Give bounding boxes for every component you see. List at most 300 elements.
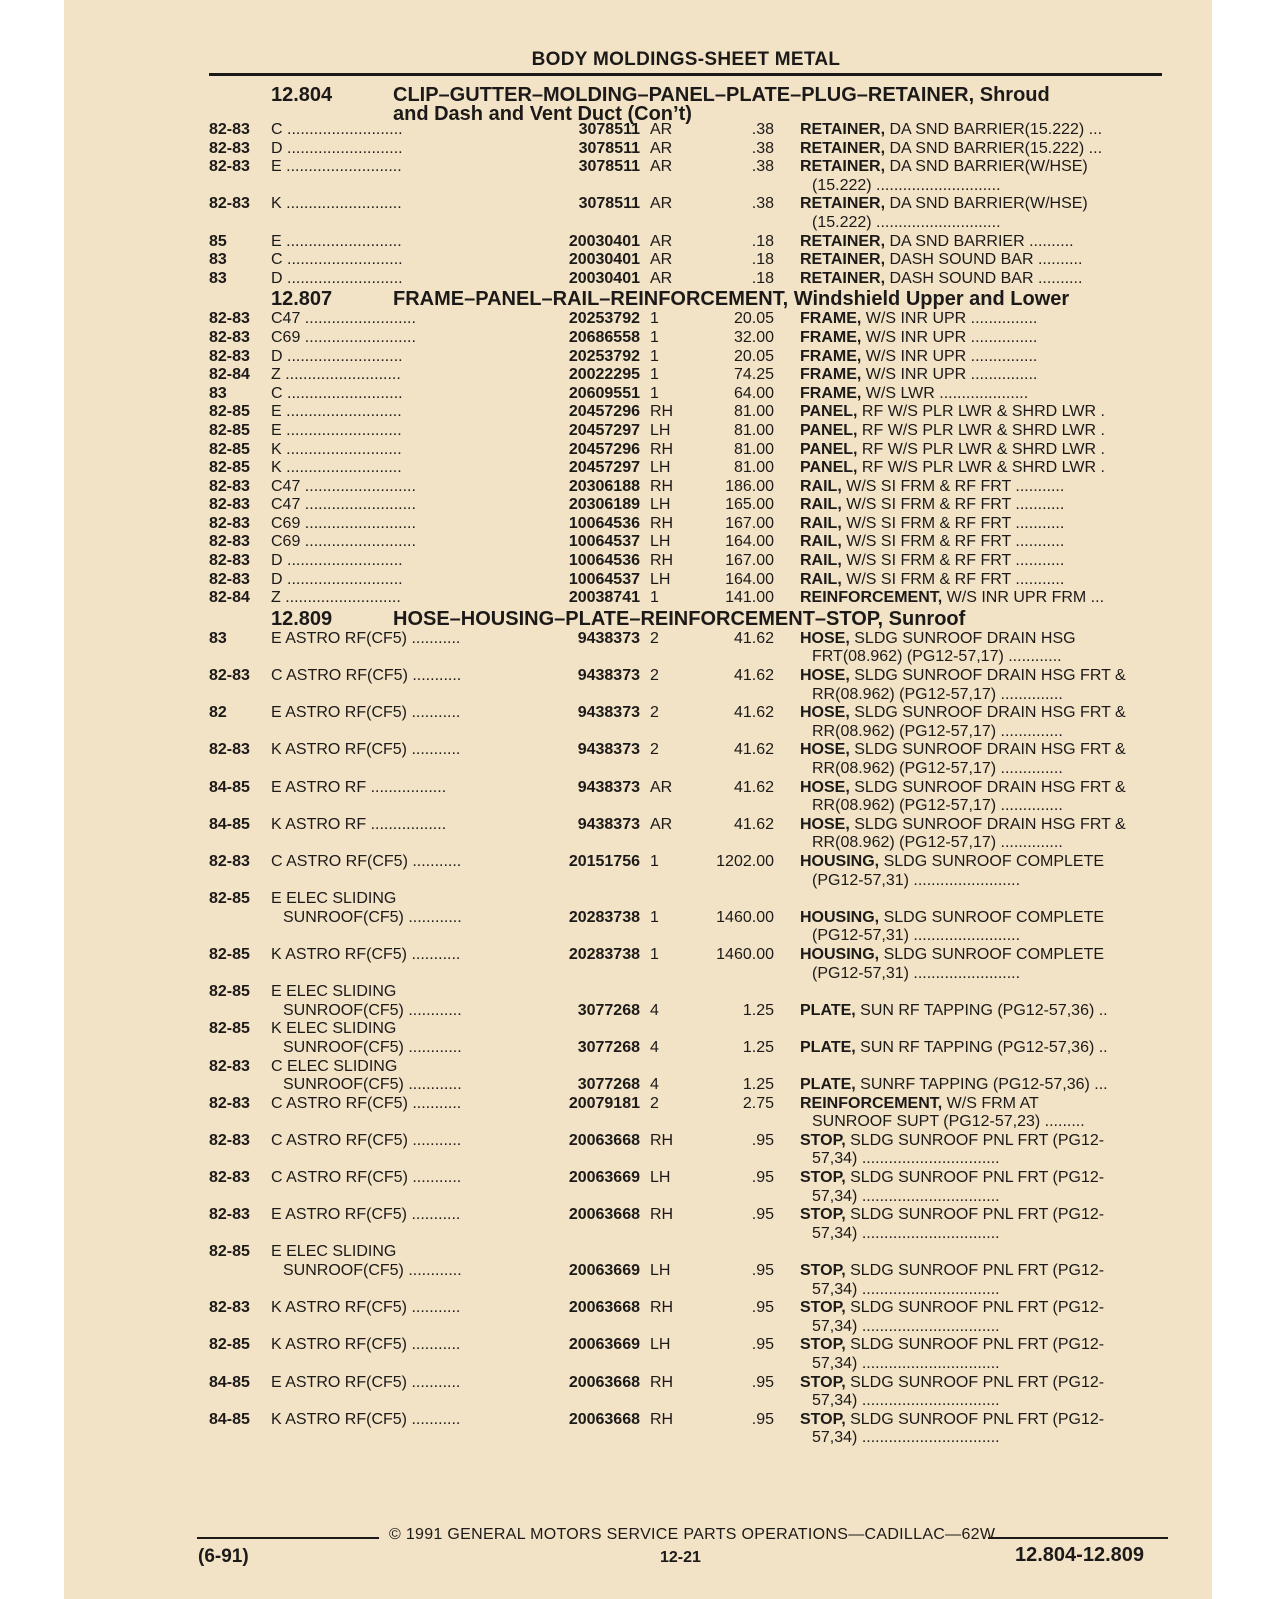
row-description: [800, 1262, 1162, 1281]
row-description-text: SLDG SUNROOF DRAIN HSG FRT &: [849, 815, 1126, 833]
parts-row: [0, 1058, 1275, 1077]
parts-row-continuation: [0, 648, 1275, 667]
parts-row: [0, 1039, 1275, 1058]
row-model: C ASTRO RF(CF5) ...........: [271, 1094, 462, 1112]
parts-row-continuation: [0, 965, 1275, 984]
row-description: [800, 1169, 1162, 1188]
row-part-number: 9438373: [577, 629, 640, 647]
row-year: 82-84: [209, 366, 250, 384]
row-description-noun: STOP,: [800, 1169, 846, 1187]
row-model: K ..........................: [271, 459, 402, 477]
section-heading: [0, 608, 1275, 630]
parts-listing: [0, 84, 1275, 1448]
section-subtitle: and Dash and Vent Duct (Con’t): [393, 103, 692, 125]
parts-row: [0, 589, 1275, 608]
row-price: 64.00: [733, 384, 774, 402]
row-part-number: 20457296: [568, 403, 640, 421]
row-description-text: SLDG SUNROOF COMPLETE: [879, 852, 1105, 870]
row-year: 82-84: [209, 589, 250, 607]
row-year: 82-83: [209, 477, 250, 495]
row-description: [800, 348, 1162, 367]
parts-row-continuation: [0, 1150, 1275, 1169]
row-quantity: LH: [650, 533, 671, 551]
row-year: 82-85: [209, 983, 250, 1001]
row-year: 85: [209, 232, 227, 250]
row-description-noun: RETAINER,: [800, 269, 886, 287]
parts-row: [0, 1002, 1275, 1021]
row-description-text: SLDG SUNROOF PNL FRT (PG12-: [845, 1336, 1105, 1354]
footer-copyright: © 1991 GENERAL MOTORS SERVICE PARTS OPERATIONS—CADILLAC—62W: [389, 1526, 996, 1543]
row-quantity: RH: [650, 514, 674, 532]
section-title: HOSE–HOUSING–PLATE–REINFORCEMENT–STOP, Sunroof: [393, 607, 966, 630]
row-price: .95: [751, 1262, 774, 1280]
row-quantity: 1: [650, 945, 659, 963]
row-year: 82-85: [209, 440, 250, 458]
row-description-noun: PANEL,: [800, 440, 858, 458]
parts-row-continuation: [0, 872, 1275, 891]
parts-row: [0, 1132, 1275, 1151]
row-quantity: 2: [650, 741, 659, 759]
row-year: 82-83: [209, 852, 250, 870]
section-title: FRAME–PANEL–RAIL–REINFORCEMENT, Windshield Upper and Lower: [393, 288, 1070, 311]
row-year: 84-85: [209, 778, 250, 796]
row-model: K ELEC SLIDING: [271, 1020, 397, 1038]
section-title: CLIP–GUTTER–MOLDING–PANEL–PLATE–PLUG–RETAINER, Shroud: [393, 84, 1050, 106]
row-description-text: DA SND BARRIER ..........: [885, 232, 1074, 250]
parts-row: [0, 1336, 1275, 1355]
row-description-text: SLDG SUNROOF DRAIN HSG FRT &: [849, 704, 1126, 722]
row-description-text: W/S INR UPR ...............: [861, 347, 1038, 365]
row-description-text: SUN RF TAPPING (PG12-57,36) ..: [855, 1038, 1108, 1056]
row-description: [800, 741, 1162, 760]
parts-row: [0, 853, 1275, 872]
row-part-number: 3077268: [577, 1001, 640, 1019]
row-description-noun: STOP,: [800, 1336, 846, 1354]
row-part-number: 3077268: [577, 1076, 640, 1094]
row-description-text: SLDG SUNROOF PNL FRT (PG12-: [845, 1299, 1105, 1317]
row-part-number: 3078511: [578, 139, 640, 157]
row-quantity: 1: [650, 347, 659, 365]
row-description-noun: STOP,: [800, 1206, 846, 1224]
row-price: 167.00: [725, 552, 774, 570]
row-description: [800, 1411, 1162, 1430]
row-model: C ASTRO RF(CF5) ...........: [271, 667, 462, 685]
row-description-continuation: 57,34) ...............................: [812, 1224, 1000, 1242]
row-description-text: W/S LWR ....................: [861, 384, 1029, 402]
row-quantity: AR: [650, 195, 673, 213]
row-year: 82-83: [209, 1057, 250, 1075]
parts-row-continuation: [0, 1113, 1275, 1132]
row-quantity: LH: [650, 459, 671, 477]
row-description-noun: PLATE,: [800, 1038, 856, 1056]
row-description-text: SLDG SUNROOF DRAIN HSG FRT &: [849, 778, 1126, 796]
row-description: [800, 1132, 1162, 1151]
parts-row-continuation: [0, 797, 1275, 816]
parts-row: [0, 667, 1275, 686]
parts-row: [0, 140, 1275, 159]
row-model: E ASTRO RF(CF5) ...........: [271, 1206, 461, 1224]
parts-row: [0, 158, 1275, 177]
row-model: K ASTRO RF(CF5) ...........: [271, 945, 461, 963]
row-description: [800, 552, 1162, 571]
row-price: 41.62: [733, 815, 774, 833]
parts-row: [0, 329, 1275, 348]
row-year: 82-85: [209, 945, 250, 963]
row-description-continuation: (15.222) ............................: [812, 176, 1001, 194]
row-year: 84-85: [209, 1410, 250, 1428]
row-description: [800, 779, 1162, 798]
row-model: K ASTRO RF .................: [271, 815, 447, 833]
row-description-text: SLDG SUNROOF DRAIN HSG FRT &: [849, 741, 1126, 759]
row-price: 41.62: [733, 704, 774, 722]
row-price: 164.00: [725, 570, 774, 588]
row-description-noun: HOSE,: [800, 704, 850, 722]
row-description-noun: PLATE,: [800, 1076, 856, 1094]
row-model: C47 .........................: [271, 496, 416, 514]
row-quantity: AR: [650, 251, 673, 269]
parts-row: [0, 704, 1275, 723]
row-part-number: 10064536: [568, 514, 640, 532]
row-model: E ..........................: [271, 158, 402, 176]
row-description-noun: RETAINER,: [800, 251, 886, 269]
row-quantity: RH: [650, 1299, 674, 1317]
row-description-continuation: (PG12-57,31) ........................: [812, 964, 1021, 982]
row-description-text: W/S INR UPR ...............: [861, 366, 1038, 384]
row-part-number: 20063669: [568, 1262, 640, 1280]
row-part-number: 20457297: [568, 421, 640, 439]
footer-rule-right: [988, 1537, 1168, 1539]
row-price: .95: [751, 1373, 774, 1391]
row-year: 84-85: [209, 815, 250, 833]
parts-row-continuation: [0, 723, 1275, 742]
row-price: 41.62: [733, 741, 774, 759]
row-model: C ASTRO RF(CF5) ...........: [271, 1169, 462, 1187]
row-part-number: 20253792: [568, 347, 640, 365]
row-description-noun: HOSE,: [800, 741, 850, 759]
row-price: .38: [751, 139, 774, 157]
row-description-noun: PANEL,: [800, 421, 858, 439]
row-description-text: DA SND BARRIER(15.222) ...: [885, 121, 1103, 138]
row-description-noun: PANEL,: [800, 403, 858, 421]
row-description-text: SLDG SUNROOF DRAIN HSG: [849, 629, 1076, 647]
row-quantity: LH: [650, 421, 671, 439]
parts-row-continuation: [0, 1429, 1275, 1448]
row-price: 186.00: [725, 477, 774, 495]
row-description-noun: FRAME,: [800, 384, 862, 402]
row-description-continuation: RR(08.962) (PG12-57,17) ..............: [812, 797, 1063, 815]
row-description-noun: PLATE,: [800, 1001, 856, 1019]
row-part-number: 20063669: [568, 1169, 640, 1187]
row-part-number: 20609551: [568, 384, 640, 402]
row-quantity: RH: [650, 440, 674, 458]
row-model: C ..........................: [271, 121, 403, 138]
row-price: .95: [751, 1336, 774, 1354]
parts-row: [0, 552, 1275, 571]
row-description-text: W/S INR UPR FRM ...: [942, 589, 1105, 607]
row-part-number: 20306189: [568, 496, 640, 514]
row-price: 1.25: [742, 1076, 774, 1094]
row-description-text: SUN RF TAPPING (PG12-57,36) ..: [855, 1001, 1108, 1019]
row-quantity: AR: [650, 778, 673, 796]
row-part-number: 20038741: [568, 589, 640, 607]
row-description: [800, 1039, 1162, 1058]
parts-row-continuation: [0, 1355, 1275, 1374]
row-description: [800, 366, 1162, 385]
row-part-number: 3078511: [578, 121, 640, 138]
row-model-continuation: SUNROOF(CF5) ............: [283, 1038, 462, 1056]
row-description-noun: STOP,: [800, 1373, 846, 1391]
row-description-text: DASH SOUND BAR ..........: [885, 251, 1083, 269]
parts-row: [0, 270, 1275, 289]
row-description: [800, 233, 1162, 252]
row-price: 41.62: [733, 667, 774, 685]
row-model: E ASTRO RF(CF5) ...........: [271, 704, 461, 722]
row-description-continuation: (PG12-57,31) ........................: [812, 871, 1021, 889]
row-quantity: LH: [650, 496, 671, 514]
row-model: Z ..........................: [271, 366, 401, 384]
row-model: C69 .........................: [271, 328, 416, 346]
row-quantity: RH: [650, 403, 674, 421]
row-description-noun: REINFORCEMENT,: [800, 1094, 943, 1112]
row-year: 82-83: [209, 139, 250, 157]
row-description-text: RF W/S PLR LWR & SHRD LWR .: [857, 421, 1105, 439]
row-model: K ASTRO RF(CF5) ...........: [271, 1336, 461, 1354]
row-model: K ..........................: [271, 440, 402, 458]
row-quantity: 2: [650, 667, 659, 685]
section-number: 12.804: [271, 84, 333, 106]
row-description-noun: RETAINER,: [800, 232, 886, 250]
parts-row: [0, 233, 1275, 252]
row-description-text: SLDG SUNROOF PNL FRT (PG12-: [845, 1169, 1105, 1187]
row-part-number: 3078511: [578, 195, 640, 213]
row-description-noun: RETAINER,: [800, 195, 886, 213]
row-price: 1.25: [742, 1038, 774, 1056]
row-year: 82-83: [209, 195, 250, 213]
row-description: [800, 515, 1162, 534]
row-description-noun: RAIL,: [800, 514, 842, 532]
row-quantity: RH: [650, 552, 674, 570]
row-description-noun: HOSE,: [800, 815, 850, 833]
row-quantity: AR: [650, 121, 673, 138]
parts-row: [0, 478, 1275, 497]
row-quantity: RH: [650, 477, 674, 495]
section-heading: [0, 288, 1275, 310]
row-description: [800, 909, 1162, 928]
footer-date-code: (6-91): [198, 1546, 249, 1567]
row-part-number: 20030401: [568, 251, 640, 269]
row-model: C ELEC SLIDING: [271, 1057, 398, 1075]
row-model: C47 .........................: [271, 310, 416, 328]
parts-row: [0, 1262, 1275, 1281]
parts-row: [0, 983, 1275, 1002]
row-description-text: W/S SI FRM & RF FRT ...........: [841, 496, 1065, 514]
row-year: 82-85: [209, 1243, 250, 1261]
row-quantity: 1: [650, 328, 659, 346]
row-description-noun: REINFORCEMENT,: [800, 589, 943, 607]
row-year: 82-83: [209, 328, 250, 346]
row-year: 82-83: [209, 121, 250, 138]
row-description-text: W/S SI FRM & RF FRT ...........: [841, 552, 1065, 570]
row-description: [800, 1206, 1162, 1225]
row-year: 82-83: [209, 347, 250, 365]
row-price: .18: [751, 232, 774, 250]
row-part-number: 9438373: [577, 778, 640, 796]
row-description-noun: FRAME,: [800, 366, 862, 384]
row-description: [800, 1374, 1162, 1393]
row-year: 83: [209, 251, 227, 269]
row-year: 82-85: [209, 890, 250, 908]
row-year: 82-85: [209, 1020, 250, 1038]
row-part-number: 20063668: [568, 1206, 640, 1224]
row-year: 82-83: [209, 552, 250, 570]
row-description: [800, 1336, 1162, 1355]
row-part-number: 20063668: [568, 1410, 640, 1428]
row-price: .95: [751, 1299, 774, 1317]
row-description: [800, 589, 1162, 608]
row-description-text: DA SND BARRIER(W/HSE): [885, 158, 1088, 176]
parts-row: [0, 515, 1275, 534]
parts-row: [0, 251, 1275, 270]
row-part-number: 20686558: [568, 328, 640, 346]
row-part-number: 9438373: [577, 704, 640, 722]
row-description-noun: HOSE,: [800, 667, 850, 685]
row-quantity: RH: [650, 1373, 674, 1391]
row-part-number: 20306188: [568, 477, 640, 495]
parts-row: [0, 1095, 1275, 1114]
row-part-number: 20079181: [568, 1094, 640, 1112]
row-quantity: 2: [650, 1094, 659, 1112]
row-description-noun: STOP,: [800, 1262, 846, 1280]
row-model: D ..........................: [271, 570, 403, 588]
row-year: 82-83: [209, 1299, 250, 1317]
row-part-number: 9438373: [577, 741, 640, 759]
row-model: E ELEC SLIDING: [271, 890, 397, 908]
row-part-number: 20022295: [568, 366, 640, 384]
row-description-noun: HOSE,: [800, 778, 850, 796]
parts-row: [0, 422, 1275, 441]
row-description-noun: RAIL,: [800, 533, 842, 551]
row-model-continuation: SUNROOF(CF5) ............: [283, 908, 462, 926]
row-model-continuation: SUNROOF(CF5) ............: [283, 1262, 462, 1280]
row-price: 41.62: [733, 629, 774, 647]
row-quantity: 1: [650, 589, 659, 607]
row-year: 82-83: [209, 1169, 250, 1187]
row-description-continuation: 57,34) ...............................: [812, 1392, 1000, 1410]
row-quantity: 1: [650, 366, 659, 384]
footer-page-number: 12-21: [660, 1549, 701, 1566]
footer-rule-left: [197, 1537, 379, 1539]
row-price: 167.00: [725, 514, 774, 532]
row-quantity: 1: [650, 852, 659, 870]
row-description-noun: FRAME,: [800, 328, 862, 346]
row-year: 82-83: [209, 496, 250, 514]
row-price: 81.00: [733, 421, 774, 439]
row-description: [800, 195, 1162, 214]
row-model: E ASTRO RF(CF5) ...........: [271, 1373, 461, 1391]
row-year: 82-85: [209, 403, 250, 421]
row-quantity: AR: [650, 269, 673, 287]
row-part-number: 20063669: [568, 1336, 640, 1354]
row-model: C ASTRO RF(CF5) ...........: [271, 1131, 462, 1149]
row-quantity: 2: [650, 704, 659, 722]
row-price: .95: [751, 1169, 774, 1187]
row-year: 82-83: [209, 158, 250, 176]
row-description-text: W/S SI FRM & RF FRT ...........: [841, 533, 1065, 551]
row-price: 32.00: [733, 328, 774, 346]
row-description-continuation: (PG12-57,31) ........................: [812, 927, 1021, 945]
row-year: 83: [209, 269, 227, 287]
row-quantity: AR: [650, 139, 673, 157]
row-part-number: 20151756: [568, 852, 640, 870]
row-year: 82-85: [209, 421, 250, 439]
parts-row: [0, 1374, 1275, 1393]
row-description-continuation: 57,34) ...............................: [812, 1280, 1000, 1298]
parts-row: [0, 310, 1275, 329]
row-price: 1460.00: [716, 945, 774, 963]
row-model: E ELEC SLIDING: [271, 983, 397, 1001]
row-description: [800, 385, 1162, 404]
header-rule: [209, 73, 1162, 76]
parts-row: [0, 348, 1275, 367]
row-price: .38: [751, 195, 774, 213]
row-part-number: 3077268: [577, 1038, 640, 1056]
row-part-number: 20283738: [568, 908, 640, 926]
row-description-continuation: RR(08.962) (PG12-57,17) ..............: [812, 834, 1063, 852]
parts-row: [0, 441, 1275, 460]
row-description-noun: RAIL,: [800, 496, 842, 514]
row-quantity: LH: [650, 570, 671, 588]
parts-row: [0, 121, 1275, 140]
row-description-noun: FRAME,: [800, 310, 862, 328]
row-description-noun: STOP,: [800, 1410, 846, 1428]
row-description-text: W/S SI FRM & RF FRT ...........: [841, 570, 1065, 588]
row-price: 1460.00: [716, 908, 774, 926]
row-model: K ASTRO RF(CF5) ...........: [271, 1299, 461, 1317]
row-price: 164.00: [725, 533, 774, 551]
row-description-text: DA SND BARRIER(15.222) ...: [885, 139, 1103, 157]
parts-row-continuation: [0, 214, 1275, 233]
row-model: C ..........................: [271, 251, 403, 269]
row-description-noun: RETAINER,: [800, 139, 886, 157]
row-part-number: 20063668: [568, 1299, 640, 1317]
row-description-text: RF W/S PLR LWR & SHRD LWR .: [857, 440, 1105, 458]
parts-row: [0, 1243, 1275, 1262]
section-number: 12.809: [271, 607, 333, 630]
parts-row: [0, 630, 1275, 649]
row-price: 74.25: [733, 366, 774, 384]
parts-row: [0, 1020, 1275, 1039]
parts-row-continuation: [0, 177, 1275, 196]
parts-row: [0, 1299, 1275, 1318]
row-model: E ..........................: [271, 232, 402, 250]
row-description-text: SLDG SUNROOF DRAIN HSG FRT &: [849, 667, 1126, 685]
row-price: 81.00: [733, 459, 774, 477]
row-description-text: W/S INR UPR ...............: [861, 328, 1038, 346]
row-quantity: LH: [650, 1262, 671, 1280]
row-description-text: W/S SI FRM & RF FRT ...........: [841, 514, 1065, 532]
row-quantity: 2: [650, 629, 659, 647]
parts-row: [0, 403, 1275, 422]
row-price: 1202.00: [716, 852, 774, 870]
row-description: [800, 310, 1162, 329]
row-description-text: RF W/S PLR LWR & SHRD LWR .: [857, 403, 1105, 421]
row-description-continuation: 57,34) ...............................: [812, 1150, 1000, 1168]
row-description-text: SLDG SUNROOF COMPLETE: [879, 945, 1105, 963]
row-price: .18: [751, 251, 774, 269]
row-year: 82-83: [209, 533, 250, 551]
row-description: [800, 329, 1162, 348]
parts-row: [0, 385, 1275, 404]
